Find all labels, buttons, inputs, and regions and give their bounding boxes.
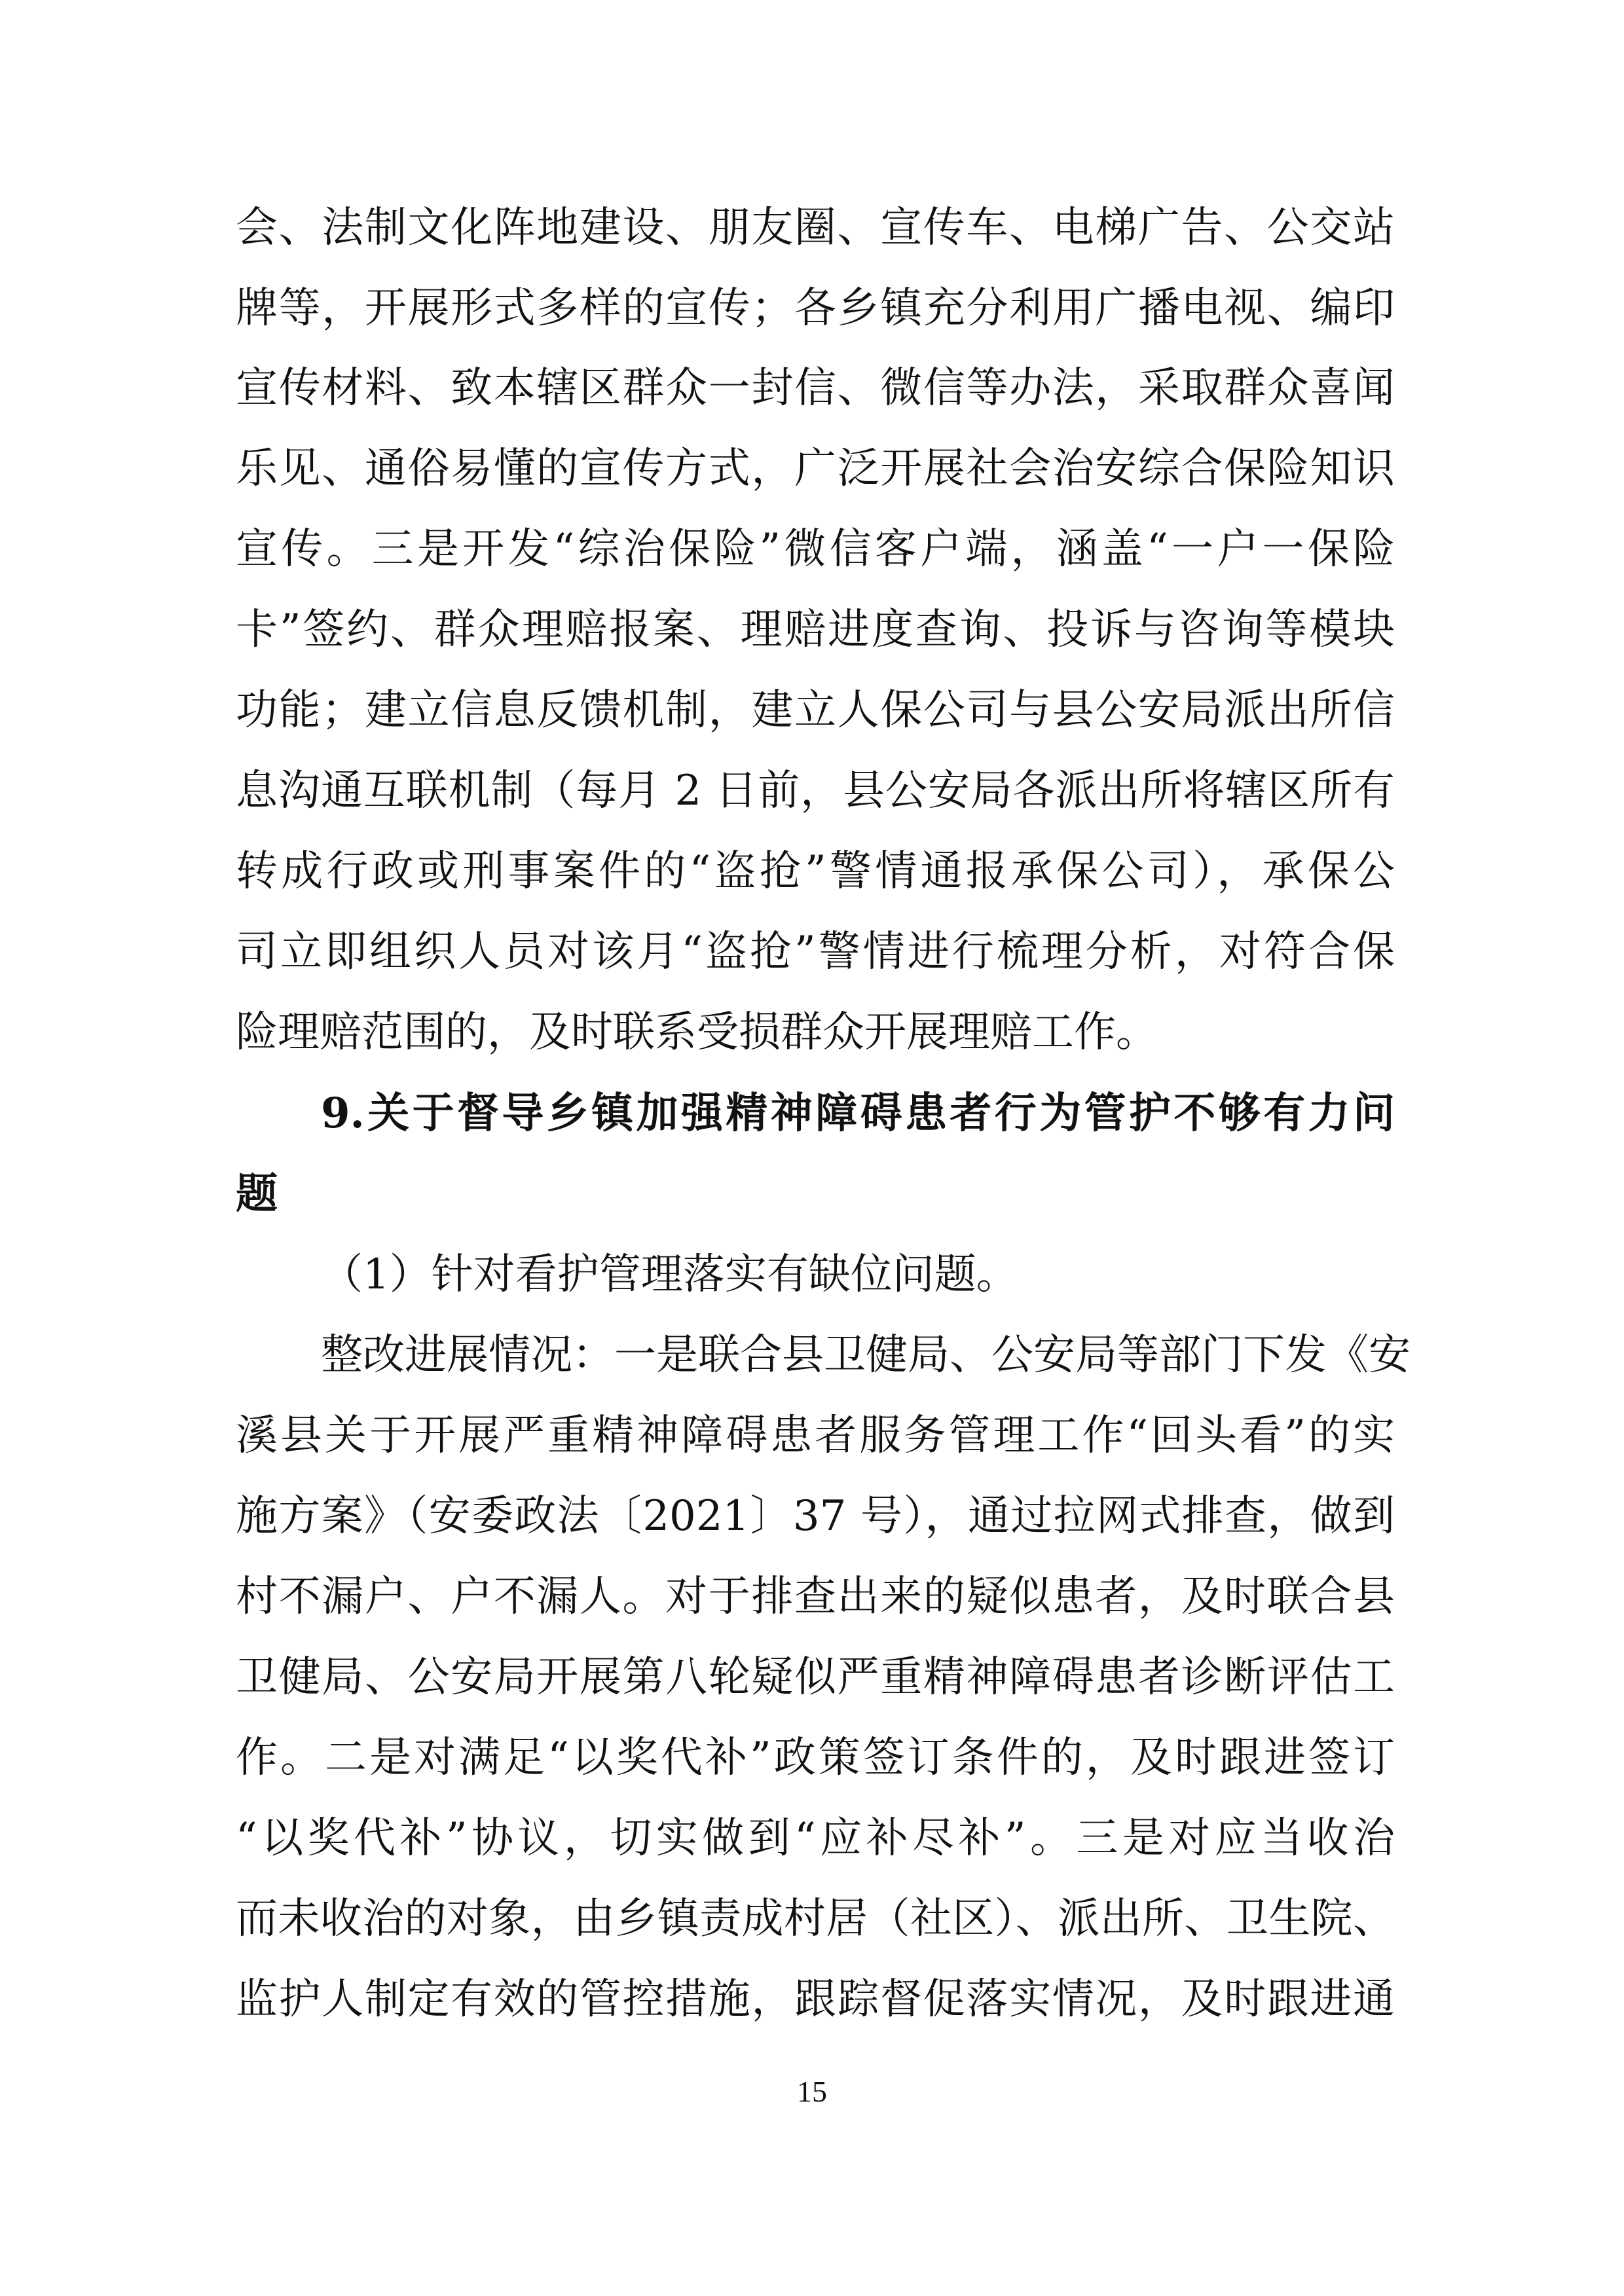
- paragraph-line: 作。二是对满足“以奖代补”政策签订条件的，及时跟进签订: [236, 1734, 1395, 1782]
- paragraph-line: 施方案》（安委政法〔2021〕37 号），通过拉网式排查，做到: [236, 1492, 1395, 1540]
- paragraph-line: 转成行政或刑事案件的“盗抢”警情通报承保公司），承保公: [236, 847, 1395, 896]
- paragraph-line: 村不漏户、户不漏人。对于排查出来的疑似患者，及时联合县: [236, 1573, 1395, 1621]
- subsection-heading: （1）针对看护管理落实有缺位问题。: [321, 1250, 1018, 1299]
- paragraph-line: 溪县关于开展严重精神障碍患者服务管理工作“回头看”的实: [236, 1412, 1395, 1460]
- paragraph-line: 牌等，开展形式多样的宣传；各乡镇充分利用广播电视、编印: [236, 284, 1395, 333]
- page-number: 15: [797, 2075, 827, 2108]
- paragraph-line: 宣传。三是开发“综治保险”微信客户端，涵盖“一户一保险: [236, 525, 1395, 574]
- paragraph-line: 监护人制定有效的管控措施，跟踪督促落实情况，及时跟进通: [236, 1975, 1395, 2024]
- paragraph-line: 卫健局、公安局开展第八轮疑似严重精神障碍患者诊断评估工: [236, 1653, 1395, 1702]
- section-heading-continuation: 题: [236, 1169, 278, 1218]
- paragraph-line: 息沟通互联机制（每月 2 日前，县公安局各派出所将辖区所有: [236, 767, 1395, 815]
- paragraph-line: 会、法制文化阵地建设、朋友圈、宣传车、电梯广告、公交站: [236, 204, 1395, 252]
- paragraph-line: 而未收治的对象，由乡镇责成村居（社区）、派出所、卫生院、: [236, 1895, 1395, 1943]
- paragraph-line: “以奖代补”协议，切实做到“应补尽补”。三是对应当收治: [236, 1814, 1395, 1863]
- paragraph-line: 功能；建立信息反馈机制，建立人保公司与县公安局派出所信: [236, 686, 1395, 735]
- paragraph-line: 险理赔范围的，及时联系受损群众开展理赔工作。: [236, 1008, 1158, 1057]
- paragraph-line-lead: 整改进展情况：一是联合县卫健局、公安局等部门下发《安: [321, 1331, 1411, 1379]
- paragraph-line: 司立即组织人员对该月“盗抢”警情进行梳理分析，对符合保: [236, 928, 1395, 976]
- paragraph-line: 乐见、通俗易懂的宣传方式，广泛开展社会治安综合保险知识: [236, 445, 1395, 493]
- paragraph-line: 卡”签约、群众理赔报案、理赔进度查询、投诉与咨询等模块: [236, 606, 1395, 654]
- paragraph-line: 宣传材料、致本辖区群众一封信、微信等办法，采取群众喜闻: [236, 364, 1395, 412]
- section-heading: 9.关于督导乡镇加强精神障碍患者行为管护不够有力问: [321, 1089, 1395, 1138]
